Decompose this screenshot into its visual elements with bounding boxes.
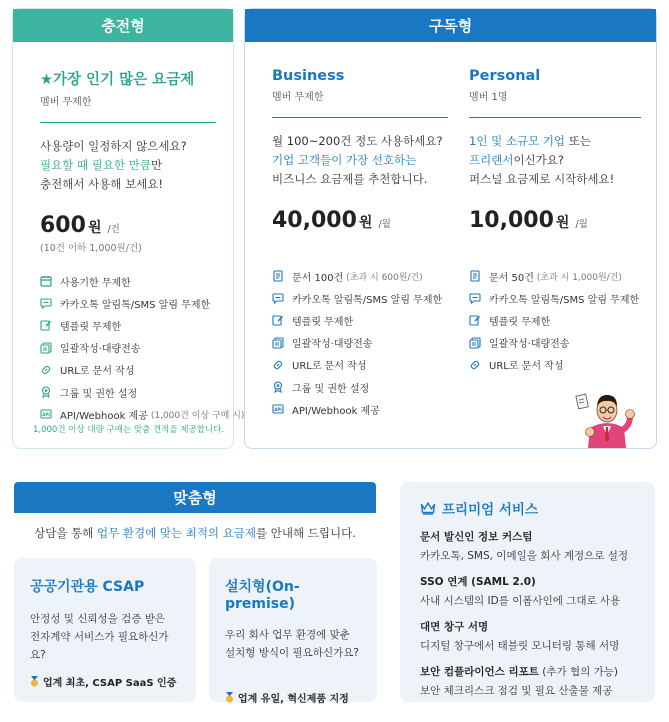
personal-plan-subtitle: 멤버 1명	[469, 92, 508, 103]
document-icon	[272, 270, 284, 282]
subscription-plan-card	[244, 8, 657, 449]
user-badge-icon	[40, 386, 52, 398]
feature-label: 일괄작성·대량전송	[60, 344, 141, 356]
premium-item-title-text: 대면 창구 서명	[420, 621, 489, 633]
csap-plan-title: 공공기관용 CSAP	[30, 579, 145, 595]
premium-item-title	[420, 619, 635, 634]
feature-label: URL로 문서 작성	[292, 361, 367, 373]
desc-text: 또는	[565, 134, 591, 148]
feature-label: API/Webhook 제공	[292, 405, 380, 417]
business-plan-title: Business	[272, 68, 345, 84]
api-icon	[272, 403, 284, 415]
crown-icon	[420, 501, 436, 515]
feature-label: 템플릿 무제한	[489, 316, 551, 328]
feature-label: 일괄작성·대량전송	[489, 339, 570, 351]
price-amount: 600	[40, 213, 86, 238]
desc-text: 상담을 통해	[34, 526, 97, 540]
charge-plan-description	[40, 137, 216, 197]
bulk-doc-icon	[469, 337, 481, 349]
feature-label: 사용기한 무제한	[60, 277, 131, 289]
chat-icon	[469, 292, 481, 304]
feature-item	[272, 398, 448, 420]
desc-line: 우리 회사 업무 환경에 맞춘	[225, 629, 350, 641]
feature-note: (1,000건 이상 구매 시)	[150, 410, 245, 421]
charge-plan-subtitle: 멤버 무제한	[40, 97, 92, 108]
price-currency: 원	[555, 215, 570, 231]
medal-icon	[225, 692, 234, 703]
divider	[469, 117, 641, 118]
desc-line: 퍼스널 요금제로 시작하세요!	[469, 172, 615, 186]
premium-item-note: (추가 협의 가능)	[538, 666, 618, 678]
desc-highlight: 기업 고객들이 가장 선호하는	[272, 153, 417, 167]
desc-highlight: 1인 및 소규모 기업	[469, 134, 566, 148]
price-note: (10건 이하 1,000원/건)	[40, 243, 142, 254]
custom-plan-description	[14, 525, 376, 541]
business-plan	[272, 42, 448, 420]
premium-item-desc: 디지털 창구에서 태블릿 모니터링 통해 서명	[420, 640, 620, 652]
desc-line: 비즈니스 요금제를 추천합니다.	[272, 172, 428, 186]
user-badge-icon	[272, 381, 284, 393]
charge-plan-body	[40, 42, 245, 425]
charge-plan-price	[40, 213, 216, 238]
premium-services-panel	[400, 482, 655, 702]
desc-line	[469, 132, 641, 151]
feature-item	[272, 376, 448, 398]
link-icon	[469, 359, 481, 371]
personal-plan	[469, 42, 641, 376]
badge-text: 업계 유일, 혁신제품 지정	[238, 694, 349, 705]
premium-item-title	[420, 574, 635, 589]
premium-item	[420, 619, 635, 653]
on-premise-plan-card[interactable]	[209, 558, 377, 705]
personal-plan-price	[469, 208, 641, 233]
feature-label: 문서 50건	[489, 272, 534, 284]
on-premise-badge	[225, 690, 361, 705]
desc-text: 를 안내해 드립니다.	[256, 526, 356, 540]
personal-plan-description	[469, 132, 641, 192]
feature-item	[469, 354, 641, 376]
feature-item	[40, 270, 216, 292]
custom-plan-header: 맞춤형	[14, 482, 376, 513]
feature-item	[40, 381, 216, 403]
edit-icon	[272, 314, 284, 326]
premium-item	[420, 529, 635, 563]
feature-item	[469, 287, 641, 309]
business-plan-price	[272, 208, 448, 233]
link-icon	[40, 364, 52, 376]
premium-item-title-text: SSO 연계 (SAML 2.0)	[420, 576, 536, 588]
premium-item	[420, 574, 635, 608]
desc-highlight: 프리랜서	[469, 153, 514, 167]
feature-label: 문서 100건	[292, 272, 344, 284]
feature-label: 카카오톡 알림톡/SMS 알림 무제한	[60, 299, 211, 311]
price-period: /월	[378, 219, 391, 230]
feature-label: 템플릿 무제한	[292, 316, 354, 328]
premium-services-title	[420, 498, 635, 518]
subscription-plan-header: 구독형	[245, 9, 656, 42]
personal-plan-title: Personal	[469, 68, 541, 84]
svg-text:API: API	[274, 407, 282, 413]
premium-item-title-text: 문서 발신인 정보 커스텀	[420, 531, 533, 543]
feature-item	[40, 337, 216, 359]
premium-item-title	[420, 664, 635, 679]
desc-text: 만	[150, 158, 163, 172]
charge-feature-list	[40, 270, 245, 425]
feature-item	[272, 265, 448, 287]
premium-item-desc: 카카오톡, SMS, 이메일을 회사 계정으로 설정	[420, 550, 629, 562]
desc-line: 전자계약 서비스가 필요하신가요?	[30, 631, 169, 661]
price-currency: 원	[87, 220, 102, 236]
premium-item-desc: 사내 시스템의 ID를 이폼사인에 그대로 사용	[420, 595, 621, 607]
calendar-icon	[40, 275, 52, 287]
price-period: /건	[107, 224, 120, 235]
feature-item	[272, 287, 448, 309]
feature-label: 템플릿 무제한	[60, 321, 122, 333]
business-plan-description	[272, 132, 448, 192]
desc-highlight: 필요할 때 필요한 만큼	[40, 158, 151, 172]
bulk-doc-icon	[40, 342, 52, 354]
feature-label: 카카오톡 알림톡/SMS 알림 무제한	[292, 294, 443, 306]
price-note-spacer	[272, 235, 448, 249]
csap-plan-description	[30, 610, 180, 666]
charge-plan-title: ★가장 인기 많은 요금제	[40, 72, 195, 88]
feature-item	[272, 309, 448, 331]
desc-line: 안정성 및 신뢰성을 검증 받은	[30, 613, 166, 625]
price-currency: 원	[358, 215, 373, 231]
charge-footnote: 1,000건 이상 대량 구매는 맞춤 견적을 제공합니다.	[33, 425, 225, 435]
feature-item	[40, 292, 216, 314]
feature-label: 그룹 및 권한 설정	[292, 383, 370, 395]
link-icon	[272, 359, 284, 371]
price-amount: 40,000	[272, 208, 357, 233]
divider	[40, 122, 216, 123]
business-plan-subtitle: 멤버 무제한	[272, 92, 324, 103]
businessman-mascot-illustration	[576, 390, 638, 448]
feature-item	[469, 265, 641, 287]
charge-plan-header: 충전형	[13, 9, 233, 42]
desc-line: 월 100~200건 정도 사용하세요?	[272, 134, 443, 148]
api-icon	[40, 408, 52, 420]
on-premise-plan-title: 설치형(On-premise)	[225, 579, 300, 612]
price-amount: 10,000	[469, 208, 554, 233]
desc-line: 충전해서 사용해 보세요!	[40, 177, 164, 191]
medal-icon	[30, 676, 39, 687]
edit-icon	[469, 314, 481, 326]
feature-note: (초과 시 1,000원/건)	[536, 272, 622, 283]
feature-label: URL로 문서 작성	[489, 361, 564, 373]
premium-title-text: 프리미엄 서비스	[442, 502, 538, 518]
chat-icon	[272, 292, 284, 304]
charge-plan-card	[12, 8, 245, 449]
edit-icon	[40, 319, 52, 331]
divider	[272, 117, 448, 118]
feature-label: API/Webhook 제공	[60, 410, 148, 422]
feature-label: 그룹 및 권한 설정	[60, 388, 138, 400]
desc-line: 사용량이 일정하지 않으세요?	[40, 139, 187, 153]
feature-label: URL로 문서 작성	[60, 366, 135, 378]
desc-highlight: 업무 환경에 맞는 최적의 요금제	[96, 526, 257, 540]
badge-text: 업계 최초, CSAP SaaS 인증	[43, 678, 177, 689]
svg-text:API: API	[42, 412, 50, 418]
feature-item	[40, 359, 216, 381]
csap-badge	[30, 674, 180, 689]
premium-item-desc: 보안 체크리스크 점검 및 필요 산출물 제공	[420, 685, 613, 697]
feature-note: (초과 시 600원/건)	[346, 272, 423, 283]
business-feature-list	[272, 265, 448, 420]
feature-item	[40, 314, 216, 336]
feature-item	[469, 332, 641, 354]
feature-item	[272, 354, 448, 376]
desc-line	[40, 156, 216, 175]
feature-item	[40, 403, 245, 425]
premium-item-title-text: 보안 컴플라이언스 리포트	[420, 666, 539, 678]
document-icon	[469, 270, 481, 282]
desc-text: 이신가요?	[513, 153, 564, 167]
price-period: /월	[575, 219, 588, 230]
feature-label: 일괄작성·대량전송	[292, 339, 373, 351]
premium-item-title	[420, 529, 635, 544]
chat-icon	[40, 297, 52, 309]
desc-line: 설치형 방식이 필요하신가요?	[225, 647, 359, 659]
feature-item	[469, 309, 641, 331]
feature-item	[272, 332, 448, 354]
csap-plan-card[interactable]	[14, 558, 196, 702]
personal-feature-list	[469, 265, 641, 376]
on-premise-plan-description	[225, 626, 361, 682]
bulk-doc-icon	[272, 337, 284, 349]
price-note-spacer	[469, 235, 641, 249]
desc-line	[469, 151, 641, 170]
premium-item	[420, 664, 635, 698]
feature-label: 카카오톡 알림톡/SMS 알림 무제한	[489, 294, 640, 306]
